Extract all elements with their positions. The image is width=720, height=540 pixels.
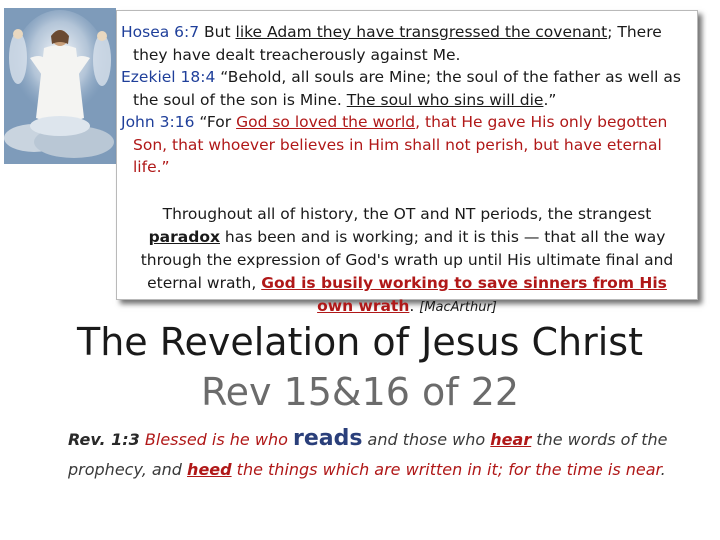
verse-emphasis: The soul who sins will die [346, 90, 544, 109]
verse-reference: Ezekiel 18:4 [121, 68, 216, 86]
footer-verse-rev [68, 424, 688, 485]
verse-emphasis-hear: hear [490, 430, 532, 449]
verse-text: .” [543, 90, 557, 109]
scripture-box [116, 10, 698, 315]
verses-block [121, 21, 693, 179]
verse-emphasis: like Adam they have transgressed the covenant [235, 23, 608, 41]
verse-emphasis-heed: heed [187, 460, 232, 479]
verse-reference: Hosea 6:7 [121, 23, 200, 41]
verse-text: , that He gave His only begotten Son, that whoever believes in Him shall not perish, but have eternal life.” [133, 113, 668, 176]
quote-emphasis-paradox: paradox [148, 228, 220, 246]
quote-citation: [MacArthur] [419, 300, 497, 315]
verse-emphasis-reads: reads [292, 426, 363, 451]
verse-john [121, 111, 693, 179]
verse-emphasis: God so loved the world [236, 113, 416, 131]
verse-ezekiel [121, 66, 693, 111]
verse-text: “For [194, 113, 237, 131]
verse-reference: John 3:16 [121, 113, 195, 131]
jesus-painting-image [4, 8, 116, 164]
macarthur-quote [127, 203, 687, 319]
verse-text: the words of the prophecy, and [68, 430, 668, 479]
verse-text: “Behold, all souls are Mine; the soul of the father as well as the soul of the son is Mine. [133, 68, 681, 109]
verse-text: the things which are written in it; for the time is near [231, 460, 661, 479]
verse-text: But [199, 23, 236, 41]
quote-emphasis: God is busily working to save sinners from His own wrath [261, 274, 667, 315]
verse-reference: Rev. 1:3 [68, 430, 140, 449]
slide-subtitle: Rev 15&16 of 22 [200, 370, 520, 414]
verse-text: Blessed is he who [139, 430, 293, 449]
slide-title: The Revelation of Jesus Christ [77, 320, 643, 364]
verse-text: ; There they have dealt treacherously against Me. [133, 23, 662, 64]
quote-text: Throughout all of history, the OT and NT periods, the strangest [162, 205, 652, 223]
verse-text: and those who [362, 430, 491, 449]
quote-text: has been and is working; and it is this — that all the way through the expression of God's wrath up until His ultimate final and eternal wrath, [140, 228, 674, 292]
quote-text: . [409, 297, 420, 315]
verse-hosea [121, 21, 693, 66]
verse-text: . [660, 460, 666, 479]
